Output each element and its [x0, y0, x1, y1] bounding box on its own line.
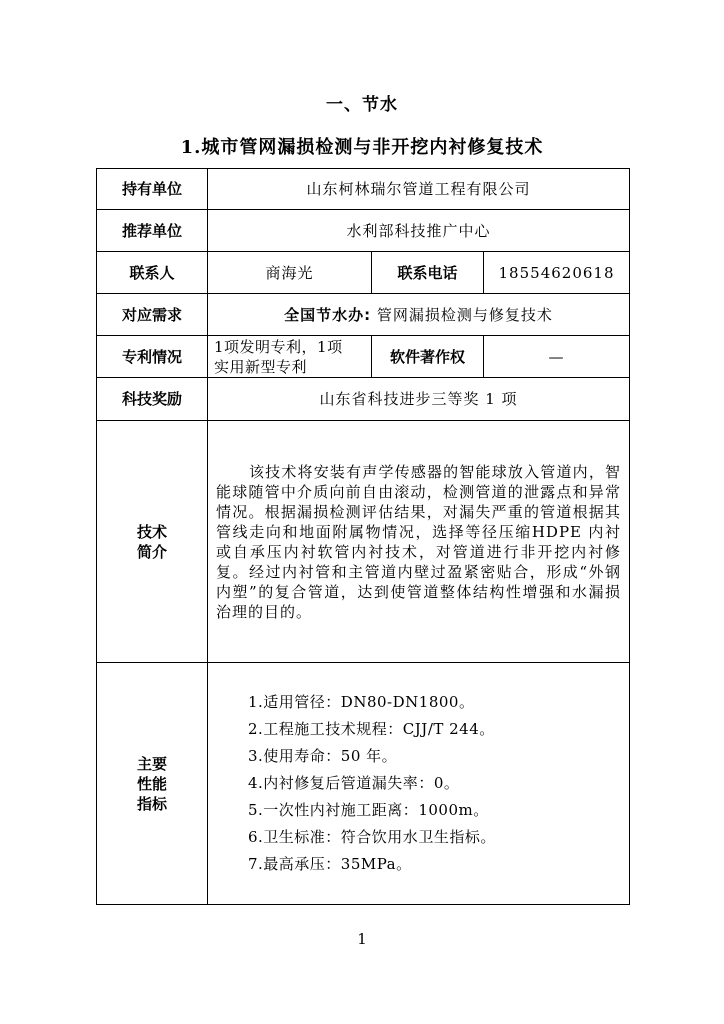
spec-item: 4.内衬修复后管道漏失率：0。: [248, 774, 460, 792]
recommender-label: 推荐单位: [97, 210, 208, 252]
holder-value: 山东柯林瑞尔管道工程有限公司: [208, 169, 630, 210]
contact-value: 商海光: [208, 252, 372, 294]
info-table: [96, 168, 630, 905]
intro-label: [97, 421, 208, 663]
row-demand: [97, 294, 630, 336]
row-holder: [97, 169, 630, 210]
row-specs: [97, 663, 630, 905]
patent-value-line1: 1项发明专利，1项: [214, 337, 343, 356]
demand-org: 全国节水办:: [284, 305, 372, 324]
specs-list: [248, 689, 629, 878]
patent-value: [208, 336, 372, 378]
software-value: —: [484, 336, 630, 378]
spec-item: 5.一次性内衬施工距离：1000m。: [248, 801, 489, 819]
award-label: 科技奖励: [97, 378, 208, 421]
demand-label: 对应需求: [97, 294, 208, 336]
specs-label-line2: 性能: [136, 774, 167, 793]
row-contact: [97, 252, 630, 294]
intro-label-line1: 技术: [136, 522, 167, 541]
demand-value: 管网漏损检测与修复技术: [376, 305, 553, 324]
spec-item: 2.工程施工技术规程：CJJ/T 244。: [248, 720, 495, 738]
specs-label-line3: 指标: [136, 794, 167, 813]
row-intro: [97, 421, 630, 663]
software-label: 软件著作权: [372, 336, 484, 378]
phone-label: 联系电话: [372, 252, 484, 294]
recommender-value: 水利部科技推广中心: [208, 210, 630, 252]
row-recommender: [97, 210, 630, 252]
holder-label: 持有单位: [97, 169, 208, 210]
intro-cell: [208, 421, 630, 663]
contact-label: 联系人: [97, 252, 208, 294]
intro-label-line2: 简介: [136, 542, 167, 561]
demand-cell: [208, 294, 630, 336]
patent-label: 专利情况: [97, 336, 208, 378]
spec-item: 1.适用管径：DN80-DN1800。: [248, 693, 475, 711]
phone-value: 18554620618: [484, 252, 630, 294]
intro-text: 该技术将安装有声学传感器的智能球放入管道内，智能球随管中介质向前自由滚动，检测管道的泄露点和异常情况。根据漏损检测评估结果，对漏失严重的管道根据其管线走向和地面附属物情况，选择等径压缩HDPE 内衬或自承压内衬软管内衬技术，对管道进行非开挖内衬修复。经过内衬管和主管道内壁过盈紧密贴合，形成“外钢内塑”的复合管道，达到使管道整体结构性增强和水漏损治理的目的。: [216, 462, 622, 621]
row-patent: [97, 336, 630, 378]
specs-label-line1: 主要: [136, 754, 167, 773]
document-title: 1.城市管网漏损检测与非开挖内衬修复技术: [180, 137, 544, 158]
spec-item: 3.使用寿命：50 年。: [248, 747, 398, 765]
section-title: 一、节水: [326, 95, 398, 115]
spec-item: 7.最高承压：35MPa。: [248, 855, 412, 873]
specs-label: [97, 663, 208, 905]
specs-cell: [208, 663, 630, 905]
page-number: 1: [357, 930, 367, 948]
row-award: [97, 378, 630, 421]
spec-item: 6.卫生标准：符合饮用水卫生指标。: [248, 828, 496, 846]
award-value: 山东省科技进步三等奖 1 项: [208, 378, 630, 421]
patent-value-line2: 实用新型专利: [214, 357, 308, 376]
